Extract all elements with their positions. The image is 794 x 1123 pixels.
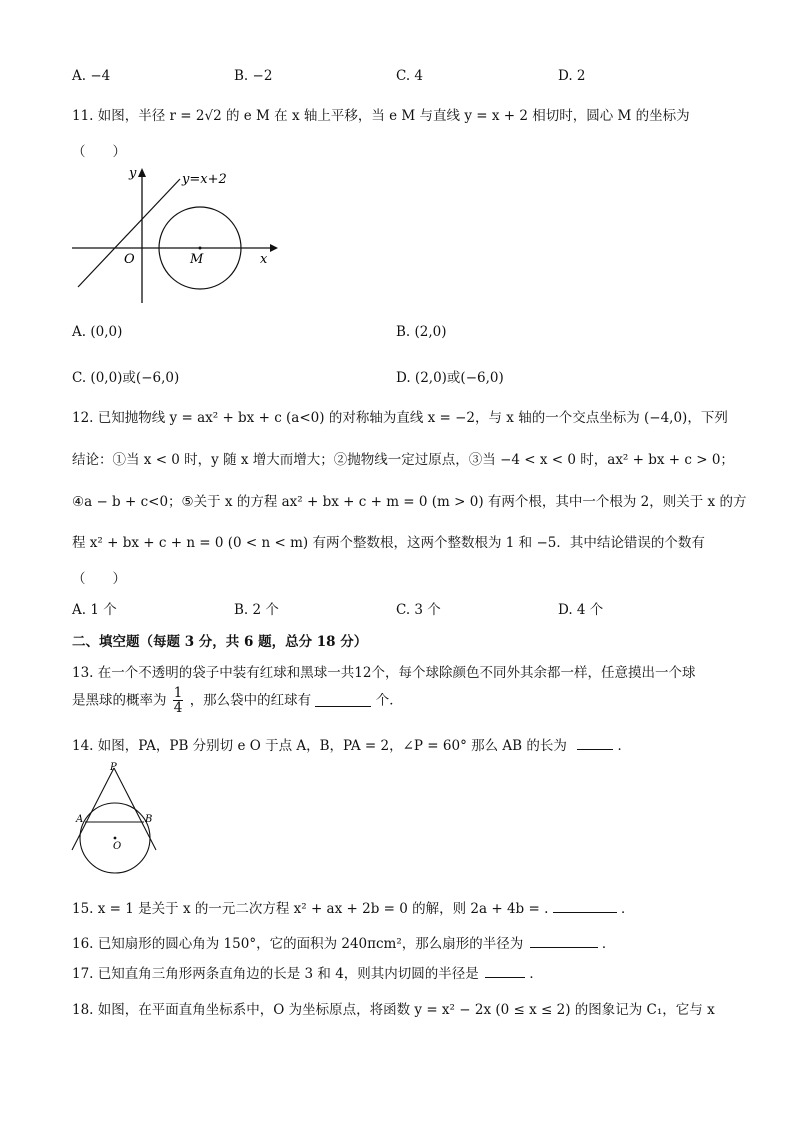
q11-x-arrow — [270, 244, 278, 252]
q11-center-label: M — [190, 252, 204, 267]
q12-option-b: B. 2 个 — [234, 602, 279, 618]
q15-answer-blank[interactable] — [553, 900, 617, 913]
q13-line-2-end: 个． — [375, 692, 403, 709]
q12-answer-paren: （ ） — [72, 571, 126, 587]
q11-tangent-line — [78, 179, 180, 287]
q15-end: ． — [620, 901, 635, 917]
q17-answer-blank[interactable] — [485, 965, 525, 978]
q11-x-label: x — [260, 252, 268, 267]
q11-answer-paren: （ ） — [72, 144, 126, 160]
q14-label-b: B — [145, 814, 153, 825]
q14-stem — [72, 734, 631, 754]
q12-option-d: D. 4 个 — [558, 602, 604, 618]
q12-line-1: 12. 已知抛物线 y = ax² + bx + c (a<0) 的对称轴为直线 x = −2，与 x 轴的一个交点坐标为 (−4,0)，下列 — [72, 410, 728, 426]
q10-option-b: B. −2 — [234, 68, 273, 84]
q14-label-a: A — [76, 814, 84, 825]
q12-line-2: 结论：①当 x < 0 时，y 随 x 增大而增大；②抛物线一定过原点，③当 −4 < x < 0 时，ax² + bx + c > 0； — [72, 452, 734, 468]
q16-text: 16. 已知扇形的圆心角为 150°，它的面积为 240πcm²，那么扇形的半径为 — [72, 936, 524, 952]
q14-answer-blank[interactable] — [577, 737, 613, 750]
q13-frac-numerator: 1 — [173, 685, 183, 701]
q11-line-label: y=x+2 — [182, 172, 227, 187]
q11-option-c: C. (0,0)或(−6,0) — [72, 370, 180, 386]
q16-answer-blank[interactable] — [530, 935, 598, 948]
q11-stem: 11. 如图，半径 r = 2√2 的 e M 在 x 轴上平移，当 e M 与直线 y = x + 2 相切时，圆心 M 的坐标为 — [72, 108, 690, 124]
q11-figure — [70, 163, 280, 308]
q17-stem — [72, 962, 543, 982]
q13-probability-fraction — [173, 686, 184, 715]
q11-center-dot — [199, 247, 202, 250]
q14-center-dot — [114, 837, 117, 840]
q14-tangent-pa — [72, 768, 114, 850]
q11-option-b: B. (2,0) — [396, 324, 447, 340]
q18-stem: 18. 如图，在平面直角坐标系中，O 为坐标原点，将函数 y = x² − 2x (0 ≤ x ≤ 2) 的图象记为 C₁，它与 x — [72, 1002, 715, 1018]
q10-option-d: D. 2 — [558, 68, 586, 84]
q14-label-p: P — [110, 762, 117, 773]
q11-option-d: D. (2,0)或(−6,0) — [396, 370, 504, 386]
q13-answer-blank[interactable] — [315, 694, 371, 707]
q13-line-1: 13. 在一个不透明的袋子中装有红球和黑球一共12个，每个球除颜色不同外其余都一样，任意摸出一个球 — [72, 665, 696, 681]
q12-option-a: A. 1 个 — [72, 602, 117, 618]
q16-stem — [72, 932, 615, 952]
q17-end: ． — [529, 966, 543, 982]
q15-stem — [72, 897, 634, 917]
q16-end: ． — [601, 936, 616, 952]
q14-text: 14. 如图，PA，PB 分别切 e O 于点 A，B，PA = 2，∠P = 60° 那么 AB 的长为 — [72, 738, 567, 754]
q12-line-4: 程 x² + bx + c + n = 0 (0 < n < m) 有两个整数根，这两个整数根为 1 和 −5．其中结论错误的个数有 — [72, 535, 705, 551]
q13-frac-denominator: 4 — [173, 700, 183, 716]
q17-text: 17. 已知直角三角形两条直角边的长是 3 和 4，则其内切圆的半径是 — [72, 966, 479, 982]
q12-option-c: C. 3 个 — [396, 602, 441, 618]
q13-line-2 — [72, 686, 403, 715]
q14-end: ． — [617, 738, 631, 754]
q14-figure — [68, 760, 168, 878]
q10-option-c: C. 4 — [396, 68, 424, 84]
q11-y-arrow — [138, 168, 146, 177]
q10-option-a: A. −4 — [72, 68, 111, 84]
q14-label-o: O — [113, 841, 122, 852]
q15-text: 15. x = 1 是关于 x 的一元二次方程 x² + ax + 2b = 0 的解，则 2a + 4b = . — [72, 901, 549, 917]
q13-line-2-post: ，那么袋中的红球有 — [189, 692, 312, 709]
section-fill-in-title: 二、填空题（每题 3 分，共 6 题，总分 18 分） — [72, 634, 368, 650]
q11-y-label: y — [129, 166, 137, 181]
q13-line-2-pre: 是黑球的概率为 — [72, 692, 167, 709]
q11-origin-label: O — [124, 252, 135, 267]
q11-option-a: A. (0,0) — [72, 324, 123, 340]
q12-line-3: ④a − b + c<0；⑤关于 x 的方程 ax² + bx + c + m = 0 (m > 0) 有两个根，其中一个根为 2，则关于 x 的方 — [72, 494, 747, 510]
